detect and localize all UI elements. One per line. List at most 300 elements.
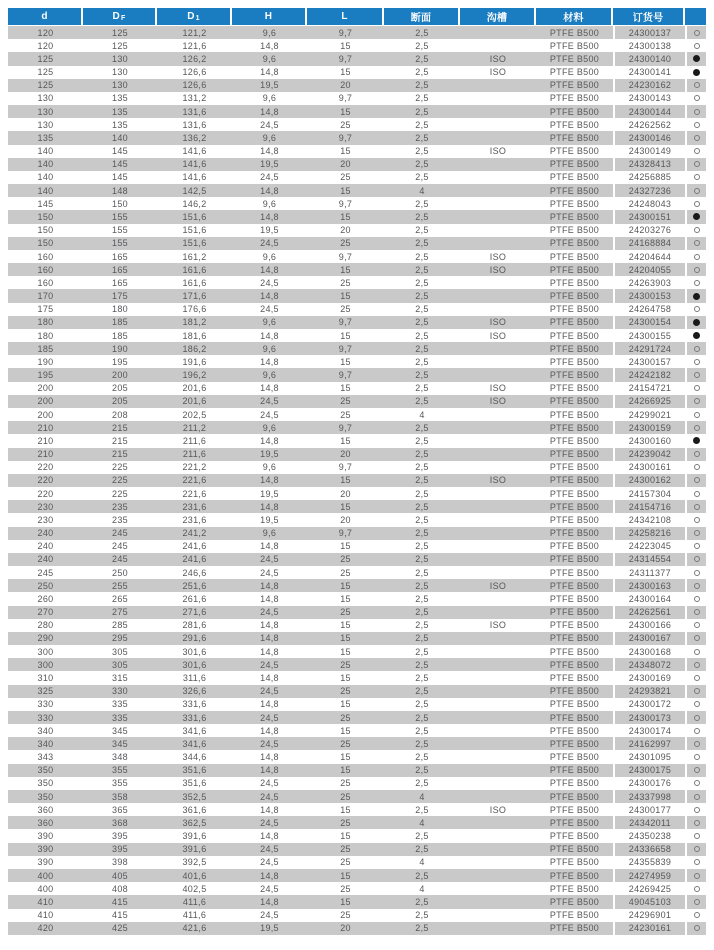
cell-cailiao: PTFE B500 (549, 172, 600, 183)
cell-dinghuohao: 24203276 (613, 224, 685, 237)
cell-dinghuohao: 24300169 (613, 671, 685, 684)
cell-H: 14,8 (260, 264, 279, 275)
cell-d: 410 (37, 910, 54, 921)
open-circle-icon (694, 464, 700, 470)
cell-cailiao: PTFE B500 (549, 449, 600, 460)
cell-duanmian: 2,5 (415, 659, 429, 670)
cell-DF: 245 (112, 554, 128, 565)
cell-goucao (460, 289, 536, 302)
cell-goucao (460, 368, 536, 381)
cell-d: 130 (37, 106, 54, 117)
cell-d: 140 (37, 172, 54, 183)
cell-DF: 195 (112, 356, 128, 367)
cell-goucao: ISO (489, 146, 507, 157)
cell-H: 14,8 (260, 646, 279, 657)
open-circle-icon (694, 122, 700, 128)
availability-cell (685, 540, 706, 553)
cell-DF: 255 (112, 580, 128, 591)
cell-d: 350 (37, 791, 54, 802)
column-header-label: D (187, 11, 195, 22)
cell-cailiao: PTFE B500 (549, 567, 600, 578)
cell-L: 15 (340, 185, 351, 196)
cell-dinghuohao: 24154716 (613, 500, 685, 513)
table-row (8, 540, 706, 553)
cell-H: 14,8 (260, 699, 279, 710)
availability-cell (685, 500, 706, 513)
cell-cailiao: PTFE B500 (549, 528, 600, 539)
table-row (8, 737, 706, 750)
availability-cell (685, 92, 706, 105)
cell-dinghuohao: 24301095 (613, 750, 685, 763)
cell-H: 24,5 (260, 883, 279, 894)
cell-DF: 145 (112, 159, 128, 170)
cell-cailiao: PTFE B500 (549, 686, 600, 697)
cell-d: 230 (37, 514, 54, 525)
cell-cailiao: PTFE B500 (549, 264, 600, 275)
availability-cell (685, 395, 706, 408)
cell-D1: 176,6 (182, 304, 207, 315)
cell-d: 390 (37, 831, 54, 842)
table-row (8, 922, 706, 935)
cell-H: 14,8 (260, 765, 279, 776)
filled-circle-icon (693, 69, 700, 76)
cell-cailiao: PTFE B500 (549, 291, 600, 302)
cell-DF: 215 (112, 422, 128, 433)
open-circle-icon (694, 161, 700, 167)
cell-duanmian: 2,5 (415, 119, 429, 130)
cell-H: 14,8 (260, 633, 279, 644)
table-row (8, 895, 706, 908)
cell-DF: 175 (112, 291, 128, 302)
cell-D1: 181,6 (182, 330, 207, 341)
column-header-subscript: 1 (195, 15, 200, 22)
cell-cailiao: PTFE B500 (549, 119, 600, 130)
availability-cell (685, 711, 706, 724)
cell-dinghuohao: 24157304 (613, 487, 685, 500)
cell-dinghuohao: 24242182 (613, 368, 685, 381)
cell-H: 19,5 (260, 449, 279, 460)
availability-cell (685, 764, 706, 777)
open-circle-icon (694, 174, 700, 180)
cell-H: 14,8 (260, 896, 279, 907)
cell-D1: 301,6 (182, 646, 207, 657)
cell-dinghuohao: 24266925 (613, 395, 685, 408)
cell-H: 14,8 (260, 185, 279, 196)
availability-cell (685, 671, 706, 684)
table-row (8, 579, 706, 592)
cell-d: 360 (37, 817, 54, 828)
cell-cailiao: PTFE B500 (549, 699, 600, 710)
cell-D1: 331,6 (182, 699, 207, 710)
cell-DF: 265 (112, 593, 128, 604)
open-circle-icon (694, 491, 700, 497)
availability-cell (685, 303, 706, 316)
cell-cailiao: PTFE B500 (549, 422, 600, 433)
table-header-row (8, 8, 706, 26)
cell-d: 200 (37, 409, 54, 420)
cell-cailiao: PTFE B500 (549, 67, 600, 78)
cell-H: 9,6 (262, 93, 277, 104)
cell-H: 19,5 (260, 488, 279, 499)
cell-duanmian: 2,5 (415, 567, 429, 578)
cell-goucao (460, 790, 536, 803)
cell-dinghuohao: 24350238 (613, 829, 685, 842)
cell-goucao: ISO (489, 317, 507, 328)
cell-dinghuohao: 24299021 (613, 408, 685, 421)
table-row (8, 158, 706, 171)
cell-d: 340 (37, 738, 54, 749)
cell-cailiao: PTFE B500 (549, 923, 600, 934)
table-row (8, 606, 706, 619)
cell-d: 300 (37, 659, 54, 670)
open-circle-icon (694, 886, 700, 892)
cell-D1: 361,6 (182, 804, 207, 815)
availability-cell (685, 909, 706, 922)
cell-dinghuohao: 24300161 (613, 461, 685, 474)
cell-goucao (460, 566, 536, 579)
table-row (8, 500, 706, 513)
availability-cell (685, 895, 706, 908)
cell-duanmian: 2,5 (415, 317, 429, 328)
cell-goucao (460, 92, 536, 105)
column-header-label: d (41, 11, 48, 22)
availability-cell (685, 527, 706, 540)
cell-D1: 281,6 (182, 620, 207, 631)
cell-cailiao: PTFE B500 (549, 765, 600, 776)
cell-d: 260 (37, 593, 54, 604)
cell-d: 140 (37, 185, 54, 196)
cell-cailiao: PTFE B500 (549, 211, 600, 222)
filled-circle-icon (693, 332, 700, 339)
cell-DF: 315 (112, 673, 128, 683)
table-row (8, 909, 706, 922)
open-circle-icon (694, 583, 700, 589)
cell-d: 230 (37, 501, 54, 512)
cell-cailiao: PTFE B500 (549, 910, 600, 921)
open-circle-icon (694, 767, 700, 773)
cell-goucao (460, 355, 536, 368)
cell-goucao (460, 79, 536, 92)
cell-H: 24,5 (260, 304, 279, 315)
open-circle-icon (694, 451, 700, 457)
cell-D1: 202,5 (182, 409, 207, 420)
table-row (8, 632, 706, 645)
table-row (8, 118, 706, 131)
cell-DF: 215 (112, 435, 128, 446)
cell-duanmian: 2,5 (415, 844, 429, 855)
cell-goucao (460, 698, 536, 711)
cell-duanmian: 2,5 (415, 277, 429, 288)
open-circle-icon (694, 820, 700, 826)
cell-cailiao: PTFE B500 (549, 330, 600, 341)
cell-dinghuohao: 24300174 (613, 724, 685, 737)
cell-dinghuohao: 24264758 (613, 303, 685, 316)
cell-L: 9,7 (338, 53, 353, 64)
cell-cailiao: PTFE B500 (549, 146, 600, 157)
availability-cell (685, 224, 706, 237)
open-circle-icon (694, 346, 700, 352)
cell-DF: 205 (112, 383, 128, 394)
cell-DF: 125 (112, 27, 128, 38)
cell-goucao: ISO (489, 396, 507, 407)
cell-L: 25 (340, 791, 351, 802)
open-circle-icon (694, 148, 700, 154)
filled-circle-icon (693, 319, 700, 326)
availability-cell (685, 869, 706, 882)
availability-cell (685, 145, 706, 158)
cell-D1: 401,6 (182, 870, 207, 881)
cell-DF: 135 (112, 93, 128, 104)
availability-cell (685, 408, 706, 421)
cell-duanmian: 2,5 (415, 159, 429, 170)
cell-DF: 155 (112, 225, 128, 236)
cell-DF: 145 (112, 172, 128, 183)
cell-goucao: ISO (489, 620, 507, 631)
cell-H: 14,8 (260, 580, 279, 591)
cell-cailiao: PTFE B500 (549, 646, 600, 657)
open-circle-icon (694, 95, 700, 101)
cell-goucao (460, 500, 536, 513)
cell-L: 15 (340, 475, 351, 486)
open-circle-icon (694, 925, 700, 931)
cell-duanmian: 2,5 (415, 238, 429, 249)
cell-D1: 392,5 (182, 857, 207, 868)
column-header-cailiao (536, 8, 613, 25)
column-header-dinghuohao (613, 8, 685, 25)
cell-d: 330 (37, 699, 54, 710)
cell-dinghuohao: 24300162 (613, 474, 685, 487)
cell-cailiao: PTFE B500 (549, 317, 600, 328)
column-header-subscript: F (120, 15, 126, 22)
cell-H: 9,6 (262, 317, 277, 328)
cell-L: 25 (340, 554, 351, 565)
column-header-D1 (157, 8, 232, 25)
cell-goucao (460, 105, 536, 118)
cell-duanmian: 2,5 (415, 422, 429, 433)
cell-goucao: ISO (489, 475, 507, 486)
cell-goucao (460, 118, 536, 131)
cell-cailiao: PTFE B500 (549, 673, 600, 683)
cell-cailiao: PTFE B500 (549, 844, 600, 855)
table-row (8, 145, 706, 158)
cell-D1: 241,6 (182, 554, 207, 565)
cell-dinghuohao: 24300143 (613, 92, 685, 105)
availability-cell (685, 316, 706, 329)
open-circle-icon (694, 477, 700, 483)
cell-dinghuohao: 24300163 (613, 579, 685, 592)
cell-H: 9,6 (262, 27, 277, 38)
table-row (8, 184, 706, 197)
cell-D1: 121,6 (182, 40, 207, 51)
cell-L: 9,7 (338, 462, 353, 473)
open-circle-icon (694, 280, 700, 286)
cell-D1: 341,6 (182, 725, 207, 736)
cell-dinghuohao: 24204055 (613, 263, 685, 276)
cell-L: 25 (340, 396, 351, 407)
table-row (8, 777, 706, 790)
cell-duanmian: 4 (419, 857, 425, 868)
cell-D1: 181,2 (182, 317, 207, 328)
cell-duanmian: 2,5 (415, 501, 429, 512)
cell-DF: 130 (112, 53, 128, 64)
cell-H: 24,5 (260, 857, 279, 868)
table-row (8, 461, 706, 474)
cell-goucao (460, 540, 536, 553)
cell-D1: 136,2 (182, 132, 207, 143)
cell-d: 190 (37, 356, 54, 367)
cell-DF: 125 (112, 40, 128, 51)
cell-D1: 121,2 (182, 27, 207, 38)
cell-L: 15 (340, 211, 351, 222)
cell-goucao (460, 711, 536, 724)
cell-L: 25 (340, 844, 351, 855)
cell-d: 220 (37, 475, 54, 486)
open-circle-icon (694, 359, 700, 365)
cell-DF: 365 (112, 804, 128, 815)
cell-DF: 200 (112, 370, 128, 381)
table-row (8, 448, 706, 461)
cell-cailiao: PTFE B500 (549, 752, 600, 763)
table-row (8, 26, 706, 39)
cell-D1: 131,6 (182, 106, 207, 117)
availability-cell (685, 816, 706, 829)
cell-dinghuohao: 24300154 (613, 316, 685, 329)
cell-d: 125 (37, 67, 54, 78)
cell-dinghuohao: 24300167 (613, 632, 685, 645)
cell-DF: 185 (112, 330, 128, 341)
cell-H: 14,8 (260, 146, 279, 157)
table-row (8, 421, 706, 434)
cell-DF: 135 (112, 106, 128, 117)
cell-DF: 135 (112, 119, 128, 130)
cell-L: 15 (340, 699, 351, 710)
table-row (8, 382, 706, 395)
cell-H: 9,6 (262, 422, 277, 433)
table-row (8, 592, 706, 605)
cell-D1: 251,6 (182, 580, 207, 591)
cell-d: 360 (37, 804, 54, 815)
cell-DF: 285 (112, 620, 128, 631)
cell-dinghuohao: 24230162 (613, 79, 685, 92)
column-header-L (307, 8, 384, 25)
cell-L: 15 (340, 435, 351, 446)
cell-DF: 140 (112, 132, 128, 143)
cell-duanmian: 2,5 (415, 646, 429, 657)
cell-D1: 391,6 (182, 844, 207, 855)
availability-cell (685, 513, 706, 526)
cell-L: 20 (340, 514, 351, 525)
cell-L: 9,7 (338, 198, 353, 209)
availability-cell (685, 131, 706, 144)
cell-L: 15 (340, 541, 351, 552)
table-row (8, 52, 706, 65)
open-circle-icon (694, 398, 700, 404)
cell-dinghuohao: 24262561 (613, 606, 685, 619)
table-row (8, 698, 706, 711)
cell-D1: 351,6 (182, 765, 207, 776)
cell-dinghuohao: 49045103 (613, 895, 685, 908)
availability-cell (685, 619, 706, 632)
cell-d: 130 (37, 119, 54, 130)
cell-L: 15 (340, 291, 351, 302)
table-row (8, 197, 706, 210)
cell-goucao (460, 829, 536, 842)
cell-duanmian: 2,5 (415, 211, 429, 222)
cell-D1: 126,6 (182, 80, 207, 91)
cell-goucao (460, 895, 536, 908)
cell-d: 175 (37, 304, 54, 315)
cell-DF: 355 (112, 765, 128, 776)
cell-dinghuohao: 24300153 (613, 289, 685, 302)
cell-L: 25 (340, 607, 351, 618)
cell-goucao (460, 645, 536, 658)
cell-H: 14,8 (260, 291, 279, 302)
cell-d: 140 (37, 146, 54, 157)
open-circle-icon (694, 833, 700, 839)
cell-D1: 402,5 (182, 883, 207, 894)
cell-duanmian: 2,5 (415, 633, 429, 644)
column-header-duanmian (384, 8, 460, 25)
open-circle-icon (694, 372, 700, 378)
cell-H: 19,5 (260, 159, 279, 170)
cell-H: 14,8 (260, 673, 279, 683)
cell-DF: 235 (112, 514, 128, 525)
table-row (8, 527, 706, 540)
cell-goucao (460, 421, 536, 434)
cell-duanmian: 2,5 (415, 264, 429, 275)
table-row (8, 829, 706, 842)
cell-D1: 291,6 (182, 633, 207, 644)
cell-L: 25 (340, 172, 351, 183)
cell-duanmian: 2,5 (415, 53, 429, 64)
cell-cailiao: PTFE B500 (549, 435, 600, 446)
cell-D1: 141,6 (182, 172, 207, 183)
cell-goucao (460, 764, 536, 777)
cell-H: 14,8 (260, 435, 279, 446)
cell-duanmian: 2,5 (415, 40, 429, 51)
open-circle-icon (694, 135, 700, 141)
cell-DF: 348 (112, 752, 128, 763)
availability-cell (685, 118, 706, 131)
cell-goucao: ISO (489, 804, 507, 815)
availability-cell (685, 474, 706, 487)
cell-dinghuohao: 24355839 (613, 856, 685, 869)
cell-D1: 351,6 (182, 778, 207, 789)
cell-d: 150 (37, 211, 54, 222)
cell-H: 9,6 (262, 53, 277, 64)
cell-d: 300 (37, 646, 54, 657)
cell-dinghuohao: 24248043 (613, 197, 685, 210)
cell-d: 310 (37, 673, 54, 683)
cell-cailiao: PTFE B500 (549, 738, 600, 749)
cell-H: 14,8 (260, 330, 279, 341)
availability-cell (685, 606, 706, 619)
cell-D1: 131,6 (182, 119, 207, 130)
cell-H: 24,5 (260, 778, 279, 789)
cell-H: 14,8 (260, 831, 279, 842)
cell-cailiao: PTFE B500 (549, 132, 600, 143)
column-header-status (685, 8, 706, 25)
cell-goucao (460, 434, 536, 447)
cell-dinghuohao: 24348072 (613, 658, 685, 671)
table-row (8, 342, 706, 355)
cell-D1: 221,2 (182, 462, 207, 473)
open-circle-icon (694, 570, 700, 576)
table-row (8, 671, 706, 684)
availability-cell (685, 698, 706, 711)
cell-cailiao: PTFE B500 (549, 659, 600, 670)
cell-H: 24,5 (260, 554, 279, 565)
